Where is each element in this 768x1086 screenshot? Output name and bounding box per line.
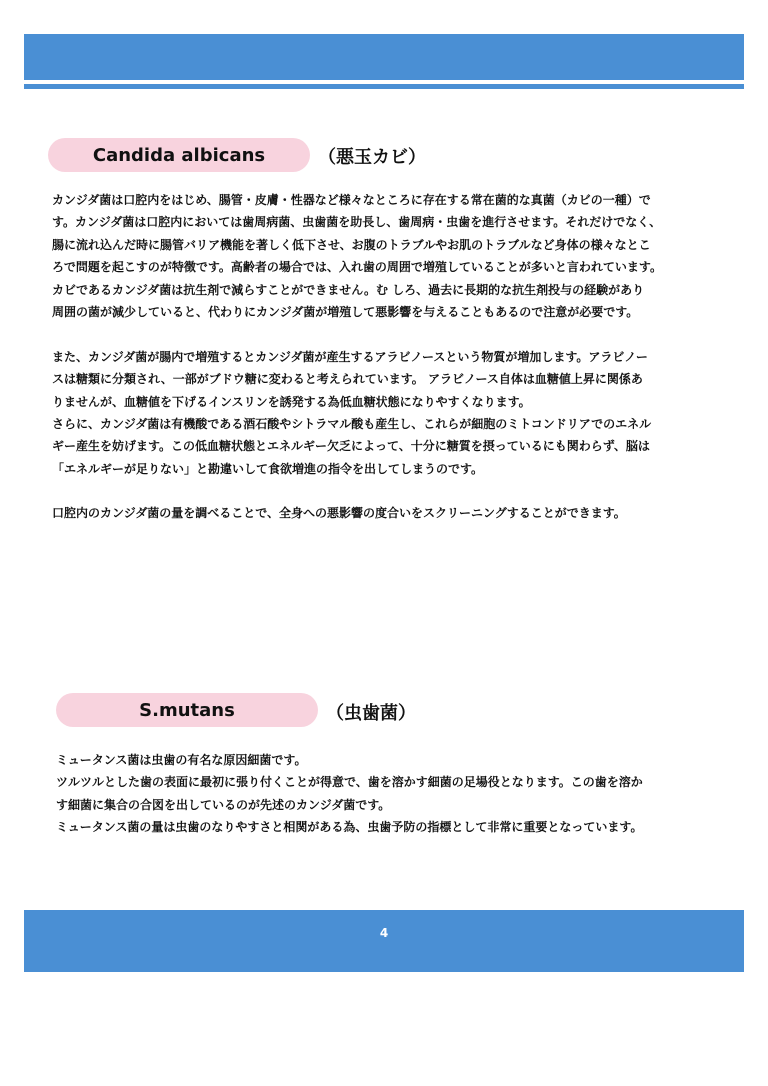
paragraph-line: カビであるカンジダ菌は抗生剤で減らすことができません。む しろ、過去に長期的な抗生剤投与の経験があり xyxy=(52,282,645,297)
paragraph-line: ろで問題を起こすのが特徴です。高齢者の場合では、入れ歯の周囲で増殖していることが多いと言われています。 xyxy=(52,260,662,275)
paragraph-line: カンジダ菌は口腔内をはじめ、腸管・皮膚・性器など様々なところに存在する常在菌的な真菌（カビの一種）で xyxy=(52,193,651,207)
paragraph-line: ミュータンス菌の量は虫歯のなりやすさと相関がある為、虫歯予防の指標として非常に重要となっています。 xyxy=(56,820,643,835)
paragraph-line: 周囲の菌が減少していると、代わりにカンジダ菌が増殖して悪影響を与えることもあるので注意が必要です。 xyxy=(52,304,639,319)
paragraph-line: りませんが、血糖値を下げるインスリンを誘発する為低血糖状態になりやすくなります。 xyxy=(52,394,531,409)
section-title-text: Candida albicans xyxy=(92,144,266,166)
section-subtitle-candida: （悪玉カビ） xyxy=(318,147,426,168)
paragraph-line: す。カンジダ菌は口腔内においては歯周病菌、虫歯菌を助長し、歯周病・虫歯を進行させます。それだけでなく、 xyxy=(52,215,662,230)
paragraph-line: ミュータンス菌は虫歯の有名な原因細菌です。 xyxy=(56,753,307,767)
paragraph-line: す細菌に集合の合図を出しているのが先述のカンジダ菌です。 xyxy=(56,797,391,812)
paragraph-line: 「エネルギーが足りない」と勘違いして食欲増進の指令を出してしまうのです。 xyxy=(52,461,484,476)
section-subtitle-smutans: （虫歯菌） xyxy=(326,703,416,724)
header-band xyxy=(24,34,744,80)
paragraph-line: また、カンジダ菌が腸内で増殖するとカンジダ菌が産生するアラビノースという物質が増加します。アラビノー xyxy=(52,349,648,364)
candida-body xyxy=(52,189,662,525)
page-number: 4 xyxy=(379,926,389,940)
paragraph-line: さらに、カンジダ菌は有機酸である酒石酸やシトラマル酸も産生し、これらが細胞のミトコンドリアでのエネル xyxy=(52,416,652,431)
paragraph-gap xyxy=(52,323,662,345)
paragraph-line: スは糖類に分類され、一部がブドウ糖に変わると考えられています。 アラビノース自体は血糖値上昇に関係あ xyxy=(52,372,643,387)
section-title-candida xyxy=(48,138,310,172)
smutans-body xyxy=(56,749,643,839)
section-title-text: S.mutans xyxy=(139,699,235,721)
paragraph-line: ギー産生を妨げます。この低血糖状態とエネルギー欠乏によって、十分に糖質を摂っているにも関わらず、脳は xyxy=(52,439,650,454)
paragraph-line: 腸に流れ込んだ時に腸管バリア機能を著しく低下させ、お腹のトラブルやお肌のトラブルなど身体の様々なとこ xyxy=(52,237,651,252)
section-title-smutans xyxy=(56,693,318,727)
paragraph-line: 口腔内のカンジダ菌の量を調べることで、全身への悪影響の度合いをスクリーニングすることができます。 xyxy=(52,506,626,521)
footer-band xyxy=(24,910,744,972)
paragraph-line: ツルツルとした歯の表面に最初に張り付くことが得意で、歯を溶かす細菌の足場役となります。この歯を溶か xyxy=(56,775,643,790)
header-rule xyxy=(24,84,744,89)
paragraph-gap xyxy=(52,480,662,502)
